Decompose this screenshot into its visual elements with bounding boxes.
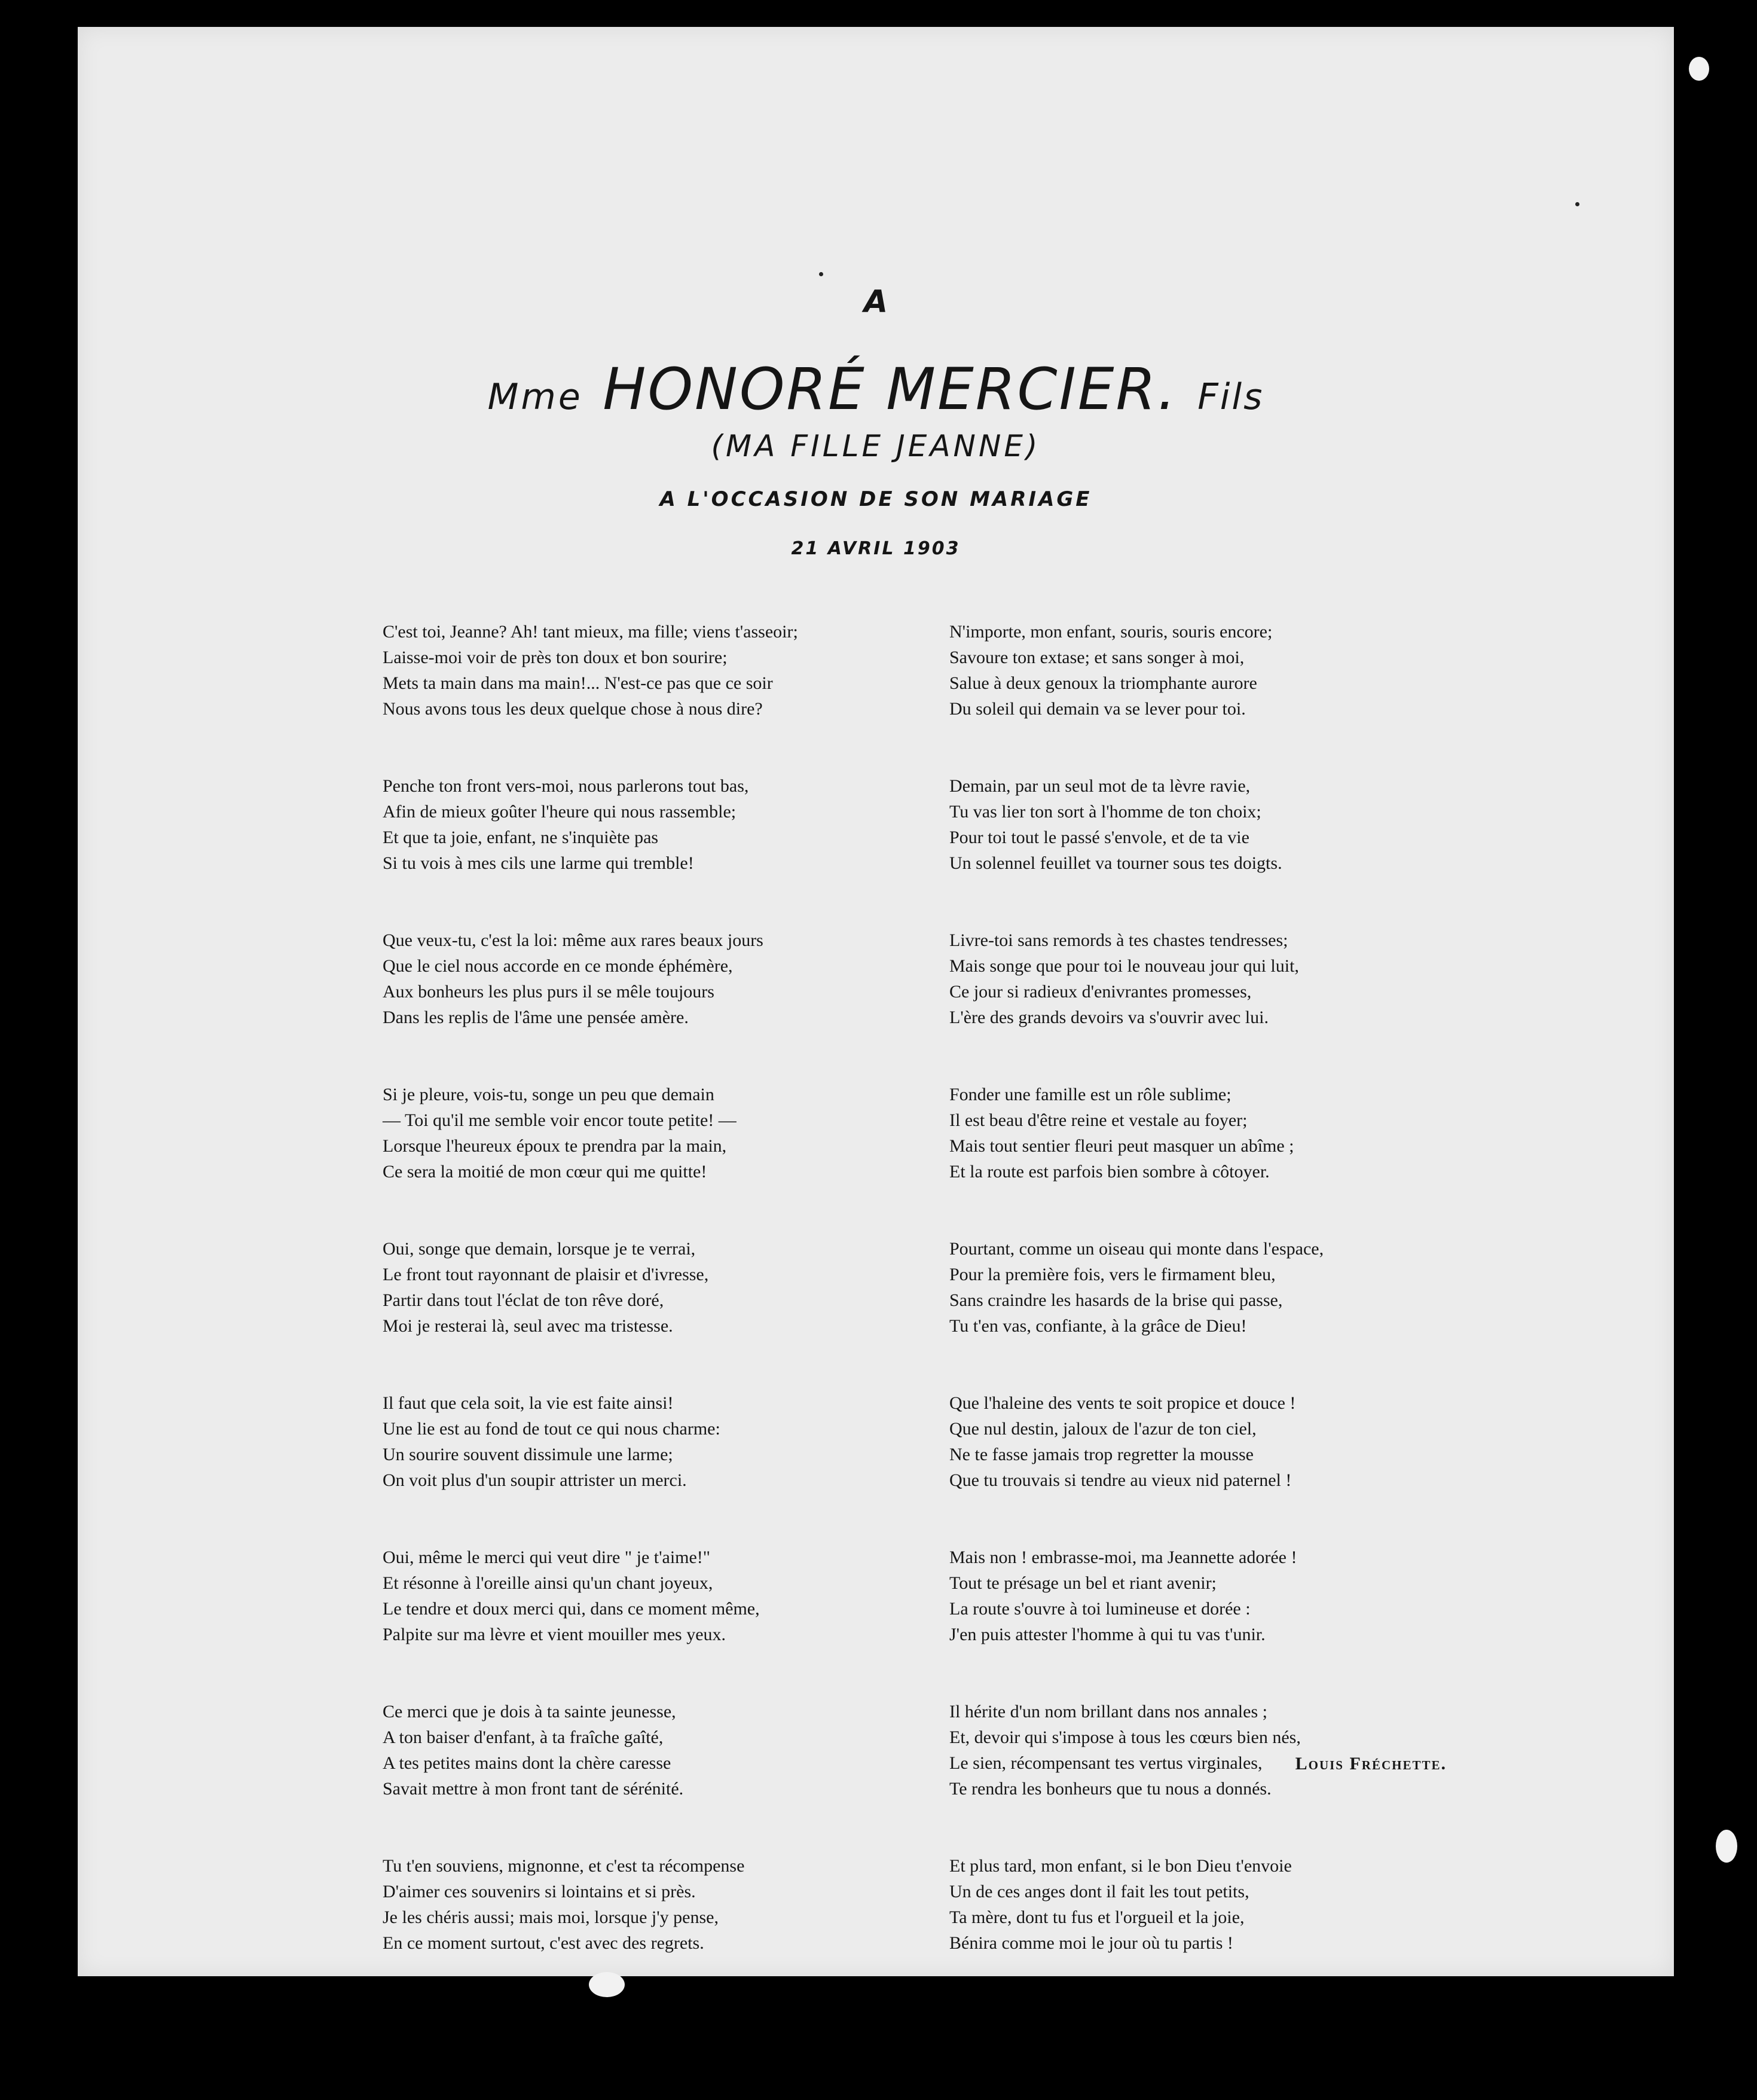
poem-line: Que nul destin, jaloux de l'azur de ton ciel, xyxy=(949,1419,1257,1439)
poem-line: Un sourire souvent dissimule une larme; xyxy=(383,1445,673,1464)
poem-line: Pour toi tout le passé s'envole, et de ta vie xyxy=(949,828,1249,847)
occasion-line: A L'OCCASION DE SON MARIAGE xyxy=(659,487,1092,511)
poem-line: Laisse-moi voir de près ton doux et bon sourire; xyxy=(383,648,728,667)
poem-line: A ton baiser d'enfant, à ta fraîche gaîté, xyxy=(383,1727,664,1747)
poem-line: Aux bonheurs les plus purs il se mêle toujours xyxy=(383,982,714,1002)
poem-stanza xyxy=(383,927,986,1030)
poem-line: Ce merci que je dois à ta sainte jeunesse, xyxy=(383,1702,676,1721)
name-main: HONORÉ MERCIER. xyxy=(603,356,1178,423)
poem-stanza xyxy=(949,619,1553,722)
poem-line: A tes petites mains dont la chère caresse xyxy=(383,1753,671,1773)
poem-line: Sans craindre les hasards de la brise qui passe, xyxy=(949,1290,1283,1310)
poem-line: Si tu vois à mes cils une larme qui tremble! xyxy=(383,853,694,873)
poem-line: Moi je resterai là, seul avec ma tristesse. xyxy=(383,1316,673,1336)
poem-line: Dans les replis de l'âme une pensée amère. xyxy=(383,1008,689,1027)
poem-line: La route s'ouvre à toi lumineuse et dorée : xyxy=(949,1599,1251,1619)
poem-stanza xyxy=(383,773,986,876)
poem-stanza xyxy=(383,619,986,722)
poem-stanza xyxy=(949,1853,1553,1956)
poem-line: Il est beau d'être reine et vestale au foyer; xyxy=(949,1110,1248,1130)
dedicatee-name xyxy=(78,356,1674,423)
document-page xyxy=(78,27,1674,1976)
poem-stanza xyxy=(949,1699,1553,1802)
poem-stanza xyxy=(949,1390,1553,1493)
poem-stanza xyxy=(383,1853,986,1956)
poem-line: Ce sera la moitié de mon cœur qui me quitte! xyxy=(383,1162,707,1182)
poem-line: L'ère des grands devoirs va s'ouvrir avec lui. xyxy=(949,1008,1269,1027)
poem-stanza xyxy=(383,1390,986,1493)
poem-stanza xyxy=(383,1545,986,1647)
poem-line: Un de ces anges dont il fait les tout petits, xyxy=(949,1882,1249,1901)
poem-line: En ce moment surtout, c'est avec des regrets. xyxy=(383,1933,704,1953)
poem-line: Et que ta joie, enfant, ne s'inquiète pas xyxy=(383,828,659,847)
poem-stanza xyxy=(383,1699,986,1802)
subtitle: (MA FILLE JEANNE) xyxy=(711,429,1041,463)
poem-line: Il faut que cela soit, la vie est faite ainsi! xyxy=(383,1393,674,1413)
poem-line: Que l'haleine des vents te soit propice et douce ! xyxy=(949,1393,1296,1413)
poem-line: Le tendre et doux merci qui, dans ce moment même, xyxy=(383,1599,760,1619)
poem-line: Que veux-tu, c'est la loi: même aux rares beaux jours xyxy=(383,930,763,950)
poem-line: Partir dans tout l'éclat de ton rêve doré, xyxy=(383,1290,664,1310)
poem-line: Palpite sur ma lèvre et vient mouiller mes yeux. xyxy=(383,1625,726,1644)
poem-line: Fonder une famille est un rôle sublime; xyxy=(949,1085,1232,1104)
poem-line: Savoure ton extase; et sans songer à moi, xyxy=(949,648,1245,667)
poem-line: Tu vas lier ton sort à l'homme de ton choix; xyxy=(949,802,1261,822)
poem-line: Tout te présage un bel et riant avenir; xyxy=(949,1573,1217,1593)
poem-stanza xyxy=(949,1082,1553,1185)
poem-line: Il hérite d'un nom brillant dans nos annales ; xyxy=(949,1702,1267,1721)
name-prefix: Mme xyxy=(487,376,583,418)
poem-line: Te rendra les bonheurs que tu nous a donnés. xyxy=(949,1779,1272,1799)
poem-line: Nous avons tous les deux quelque chose à nous dire? xyxy=(383,699,763,719)
poem-stanza xyxy=(383,1236,986,1339)
poem-line: Et résonne à l'oreille ainsi qu'un chant joyeux, xyxy=(383,1573,713,1593)
poem-line: Un solennel feuillet va tourner sous tes doigts. xyxy=(949,853,1282,873)
poem-line: Salue à deux genoux la triomphante aurore xyxy=(949,673,1257,693)
poem-line: Mais songe que pour toi le nouveau jour qui luit, xyxy=(949,956,1299,976)
poem-line: Oui, songe que demain, lorsque je te verrai, xyxy=(383,1239,696,1259)
poem-line: Savait mettre à mon front tant de sérénité. xyxy=(383,1779,684,1799)
date-line: 21 AVRIL 1903 xyxy=(791,538,961,559)
poem-line: — Toi qu'il me semble voir encor toute petite! — xyxy=(383,1110,737,1130)
poem-line: Pourtant, comme un oiseau qui monte dans l'espace, xyxy=(949,1239,1324,1259)
poem-line: Mais non ! embrasse-moi, ma Jeannette adorée ! xyxy=(949,1547,1297,1567)
poem-stanza xyxy=(383,1082,986,1185)
poem-line: Demain, par un seul mot de ta lèvre ravie, xyxy=(949,776,1251,796)
poem-line: On voit plus d'un soupir attrister un merci. xyxy=(383,1470,687,1490)
poem-line: Mets ta main dans ma main!... N'est-ce pas que ce soir xyxy=(383,673,773,693)
poem-line: Tu t'en souviens, mignonne, et c'est ta récompense xyxy=(383,1856,745,1876)
poem-line: Oui, même le merci qui veut dire " je t'aime!" xyxy=(383,1547,711,1567)
scan-dot xyxy=(819,272,823,276)
poem-line: Et, devoir qui s'impose à tous les cœurs bien nés, xyxy=(949,1727,1301,1747)
name-suffix: Fils xyxy=(1197,376,1264,418)
poem-right-column xyxy=(949,619,1553,2007)
poem-left-column xyxy=(383,619,986,2007)
poem-line: Penche ton front vers-moi, nous parlerons tout bas, xyxy=(383,776,749,796)
poem-line: Mais tout sentier fleuri peut masquer un abîme ; xyxy=(949,1136,1294,1156)
poem-line: Bénira comme moi le jour où tu partis ! xyxy=(949,1933,1233,1953)
heading-a: A xyxy=(863,284,888,320)
poem-line: N'importe, mon enfant, souris, souris encore; xyxy=(949,622,1273,642)
poem-line: C'est toi, Jeanne? Ah! tant mieux, ma fille; viens t'asseoir; xyxy=(383,622,798,642)
scan-speck xyxy=(1689,57,1709,81)
poem-line: D'aimer ces souvenirs si lointains et si près. xyxy=(383,1882,696,1901)
poem-line: Pour la première fois, vers le firmament bleu, xyxy=(949,1265,1276,1284)
poem-line: Livre-toi sans remords à tes chastes tendresses; xyxy=(949,930,1288,950)
poem-line: J'en puis attester l'homme à qui tu vas t'unir. xyxy=(949,1625,1266,1644)
poem-line: Lorsque l'heureux époux te prendra par la main, xyxy=(383,1136,727,1156)
poem-line: Je les chéris aussi; mais moi, lorsque j'y pense, xyxy=(383,1907,719,1927)
poem-line: Ne te fasse jamais trop regretter la mousse xyxy=(949,1445,1254,1464)
poem-line: Le front tout rayonnant de plaisir et d'ivresse, xyxy=(383,1265,709,1284)
poem-line: Que le ciel nous accorde en ce monde éphémère, xyxy=(383,956,733,976)
poem-line: Une lie est au fond de tout ce qui nous charme: xyxy=(383,1419,720,1439)
scan-speck xyxy=(1716,1830,1737,1863)
poem-line: Afin de mieux goûter l'heure qui nous rassemble; xyxy=(383,802,737,822)
poem-line: Ta mère, dont tu fus et l'orgueil et la joie, xyxy=(949,1907,1245,1927)
poem-stanza xyxy=(949,773,1553,876)
poem-stanza xyxy=(949,1545,1553,1647)
poem-line: Du soleil qui demain va se lever pour toi. xyxy=(949,699,1246,719)
poem-line: Ce jour si radieux d'enivrantes promesses, xyxy=(949,982,1252,1002)
poem-stanza xyxy=(949,1236,1553,1339)
poem-line: Que tu trouvais si tendre au vieux nid paternel ! xyxy=(949,1470,1292,1490)
author-signature: Louis Fréchette. xyxy=(1295,1754,1447,1774)
poem-line: Et plus tard, mon enfant, si le bon Dieu t'envoie xyxy=(949,1856,1292,1876)
poem-line: Tu t'en vas, confiante, à la grâce de Dieu! xyxy=(949,1316,1247,1336)
scan-speck xyxy=(589,1972,625,1997)
poem-line: Et la route est parfois bien sombre à côtoyer. xyxy=(949,1162,1270,1182)
poem-line: Le sien, récompensant tes vertus virginales, xyxy=(949,1753,1263,1773)
scan-dot xyxy=(1575,202,1579,206)
poem-line: Si je pleure, vois-tu, songe un peu que demain xyxy=(383,1085,714,1104)
poem-stanza xyxy=(949,927,1553,1030)
